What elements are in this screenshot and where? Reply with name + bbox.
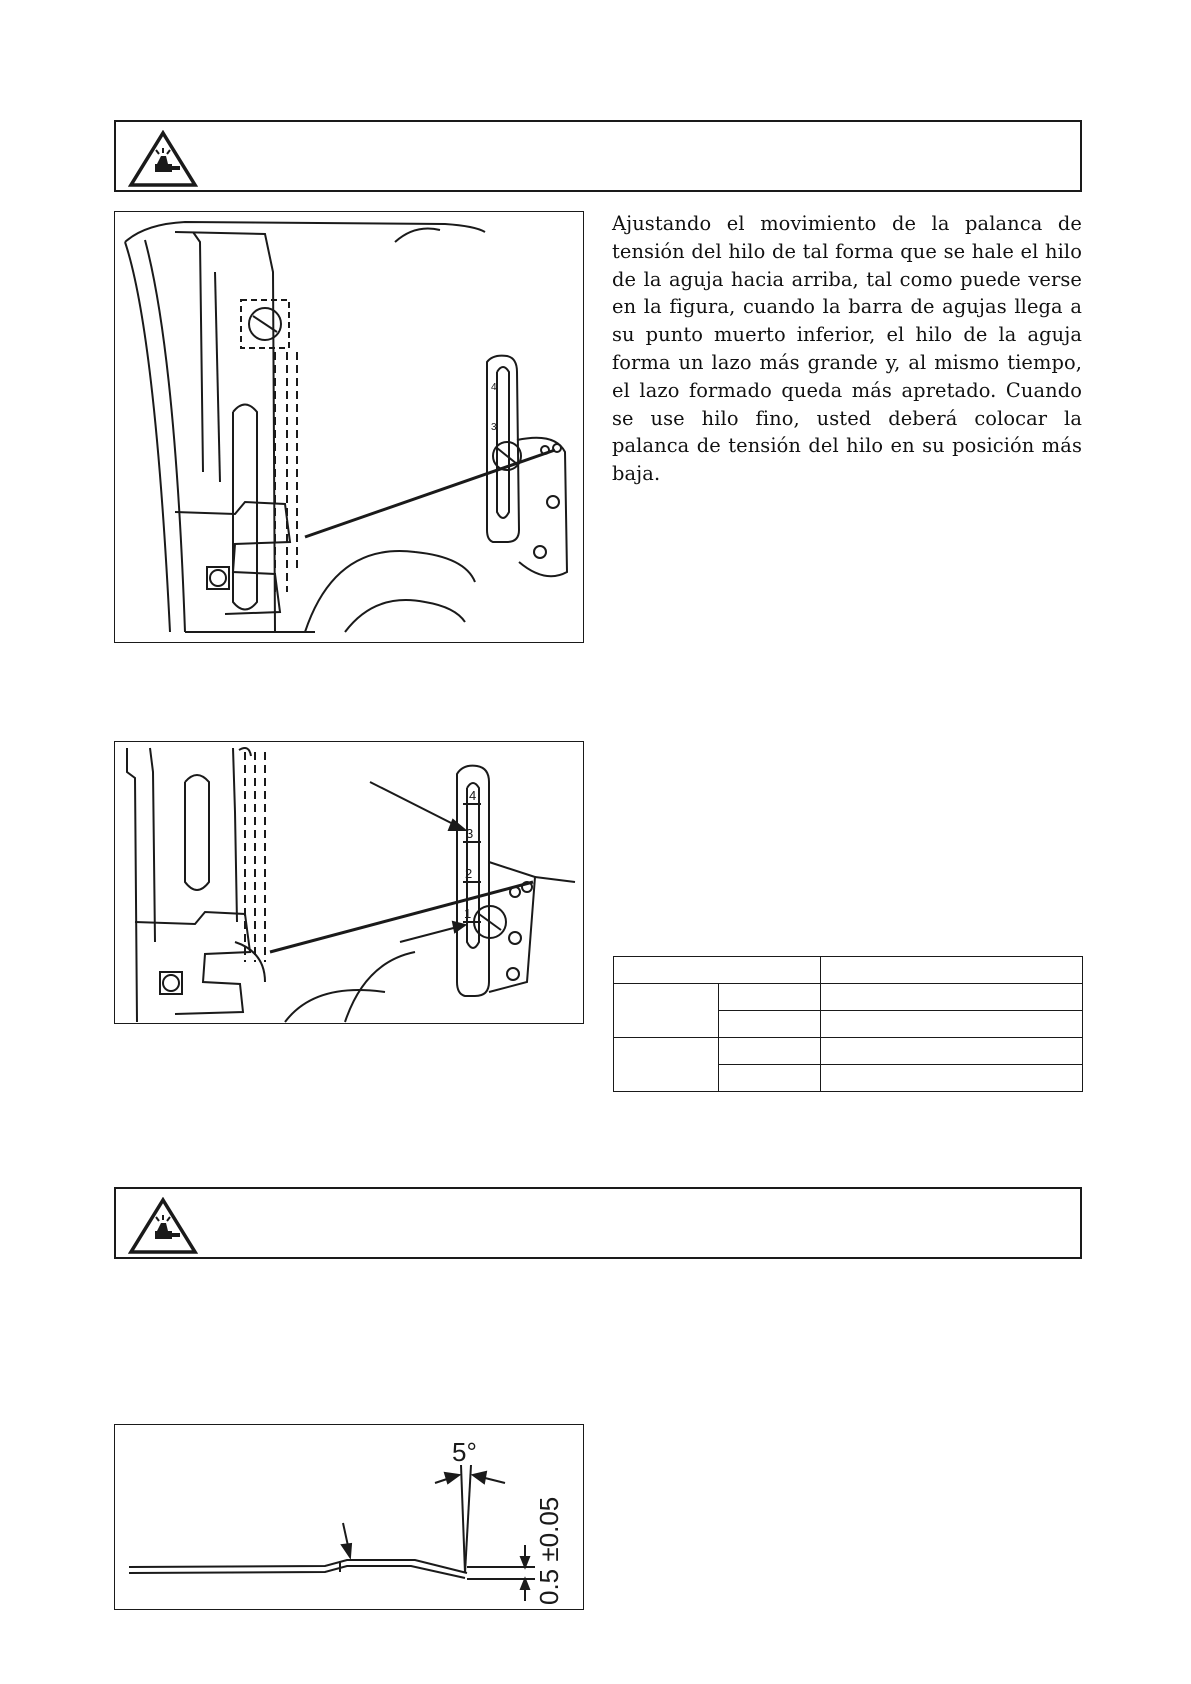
hand-crush-warning-icon [128, 130, 198, 188]
table-group-cell [614, 984, 719, 1038]
dimension-label: 0.5 ±0.05 [534, 1496, 564, 1605]
thread-take-up-illustration [115, 212, 584, 643]
table-cell [719, 984, 821, 1011]
scale-mark-2: 2 [465, 866, 473, 881]
scale-mark-4: 4 [469, 788, 477, 803]
table-group-cell [614, 1038, 719, 1092]
table-cell [719, 1038, 821, 1065]
figure-knife-angle [114, 1424, 584, 1610]
table-cell [821, 1038, 1083, 1065]
table-cell [821, 1065, 1083, 1092]
table-cell [821, 1011, 1083, 1038]
svg-text:4: 4 [491, 382, 497, 393]
warning-box-top [114, 120, 1082, 192]
adjustment-description: Ajustando el movimiento de la palanca de tensión del hilo de tal forma que se hale el hilo de la aguja hacia arriba, tal como puede verse en la figura, cuando la barra de agujas llega a su punto muerto inferior, el hilo de la aguja forma un lazo más grande y, al mismo tiempo, el lazo formado queda más apretado. Cuando se use hilo fino, usted deberá colocar la palanca de tensión del hilo en su posición más baja. [612, 212, 1082, 486]
warning-box-bottom [114, 1187, 1082, 1259]
table-header-cell [821, 957, 1083, 984]
hand-crush-warning-icon [128, 1197, 198, 1255]
figure-lever-scale-position [114, 741, 584, 1024]
setting-table [613, 956, 1083, 1092]
scale-mark-1: 1 [464, 906, 472, 921]
table-cell [821, 984, 1083, 1011]
table-cell [719, 1065, 821, 1092]
svg-text:3: 3 [491, 422, 497, 433]
lever-scale-illustration [115, 742, 584, 1024]
table-cell [719, 1011, 821, 1038]
angle-label: 5° [452, 1437, 477, 1467]
table-header-cell [614, 957, 821, 984]
scale-mark-3: 3 [466, 826, 474, 841]
figure-thread-take-up-lever [114, 211, 584, 643]
knife-angle-illustration [115, 1425, 584, 1610]
